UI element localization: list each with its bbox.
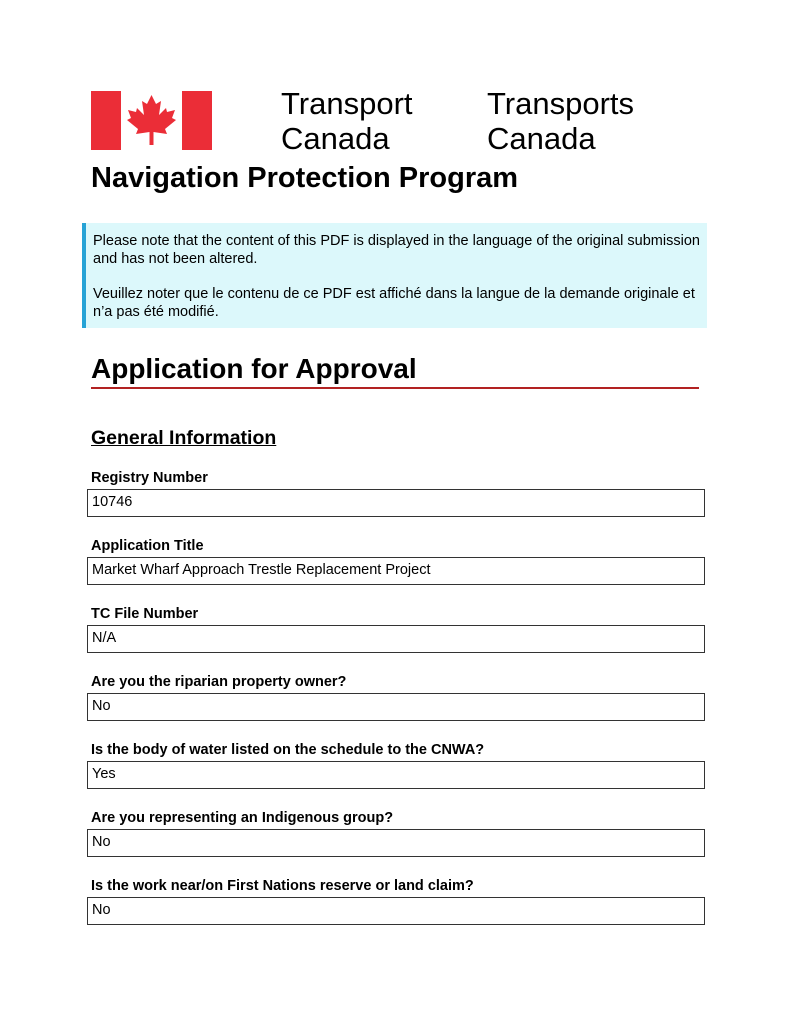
registry-number-field: 10746: [87, 489, 705, 517]
notice-english: Please note that the content of this PDF is displayed in the language of the original submission and has not been altered.: [93, 233, 700, 267]
riparian-owner-field: No: [87, 693, 705, 721]
application-title: Application for Approval: [91, 352, 699, 389]
tc-file-number-label: TC File Number: [91, 606, 199, 622]
registry-number-label: Registry Number: [91, 470, 208, 486]
notice-french: Veuillez noter que le contenu de ce PDF est affiché dans la langue de la demande originale et n’a pas été modifié.: [93, 286, 695, 320]
maple-leaf-icon: [123, 93, 180, 148]
language-notice: [82, 223, 707, 328]
department-name-fr: Transports Canada: [487, 86, 635, 156]
cnwa-schedule-field: Yes: [87, 761, 705, 789]
riparian-owner-label: Are you the riparian property owner?: [91, 674, 347, 690]
application-title-field: Market Wharf Approach Trestle Replacement Project: [87, 557, 705, 585]
indigenous-group-field: No: [87, 829, 705, 857]
indigenous-group-label: Are you representing an Indigenous group?: [91, 810, 394, 826]
reserve-land-claim-field: No: [87, 897, 705, 925]
reserve-land-claim-label: Is the work near/on First Nations reserve or land claim?: [91, 878, 474, 894]
tc-file-number-field: N/A: [87, 625, 705, 653]
application-title-label: Application Title: [91, 538, 204, 554]
program-title: Navigation Protection Program: [91, 162, 519, 194]
department-name-en: Transport Canada: [281, 86, 413, 156]
canada-flag-logo: [91, 91, 212, 150]
cnwa-schedule-label: Is the body of water listed on the schedule to the CNWA?: [91, 742, 485, 758]
section-heading: General Information: [91, 427, 277, 449]
